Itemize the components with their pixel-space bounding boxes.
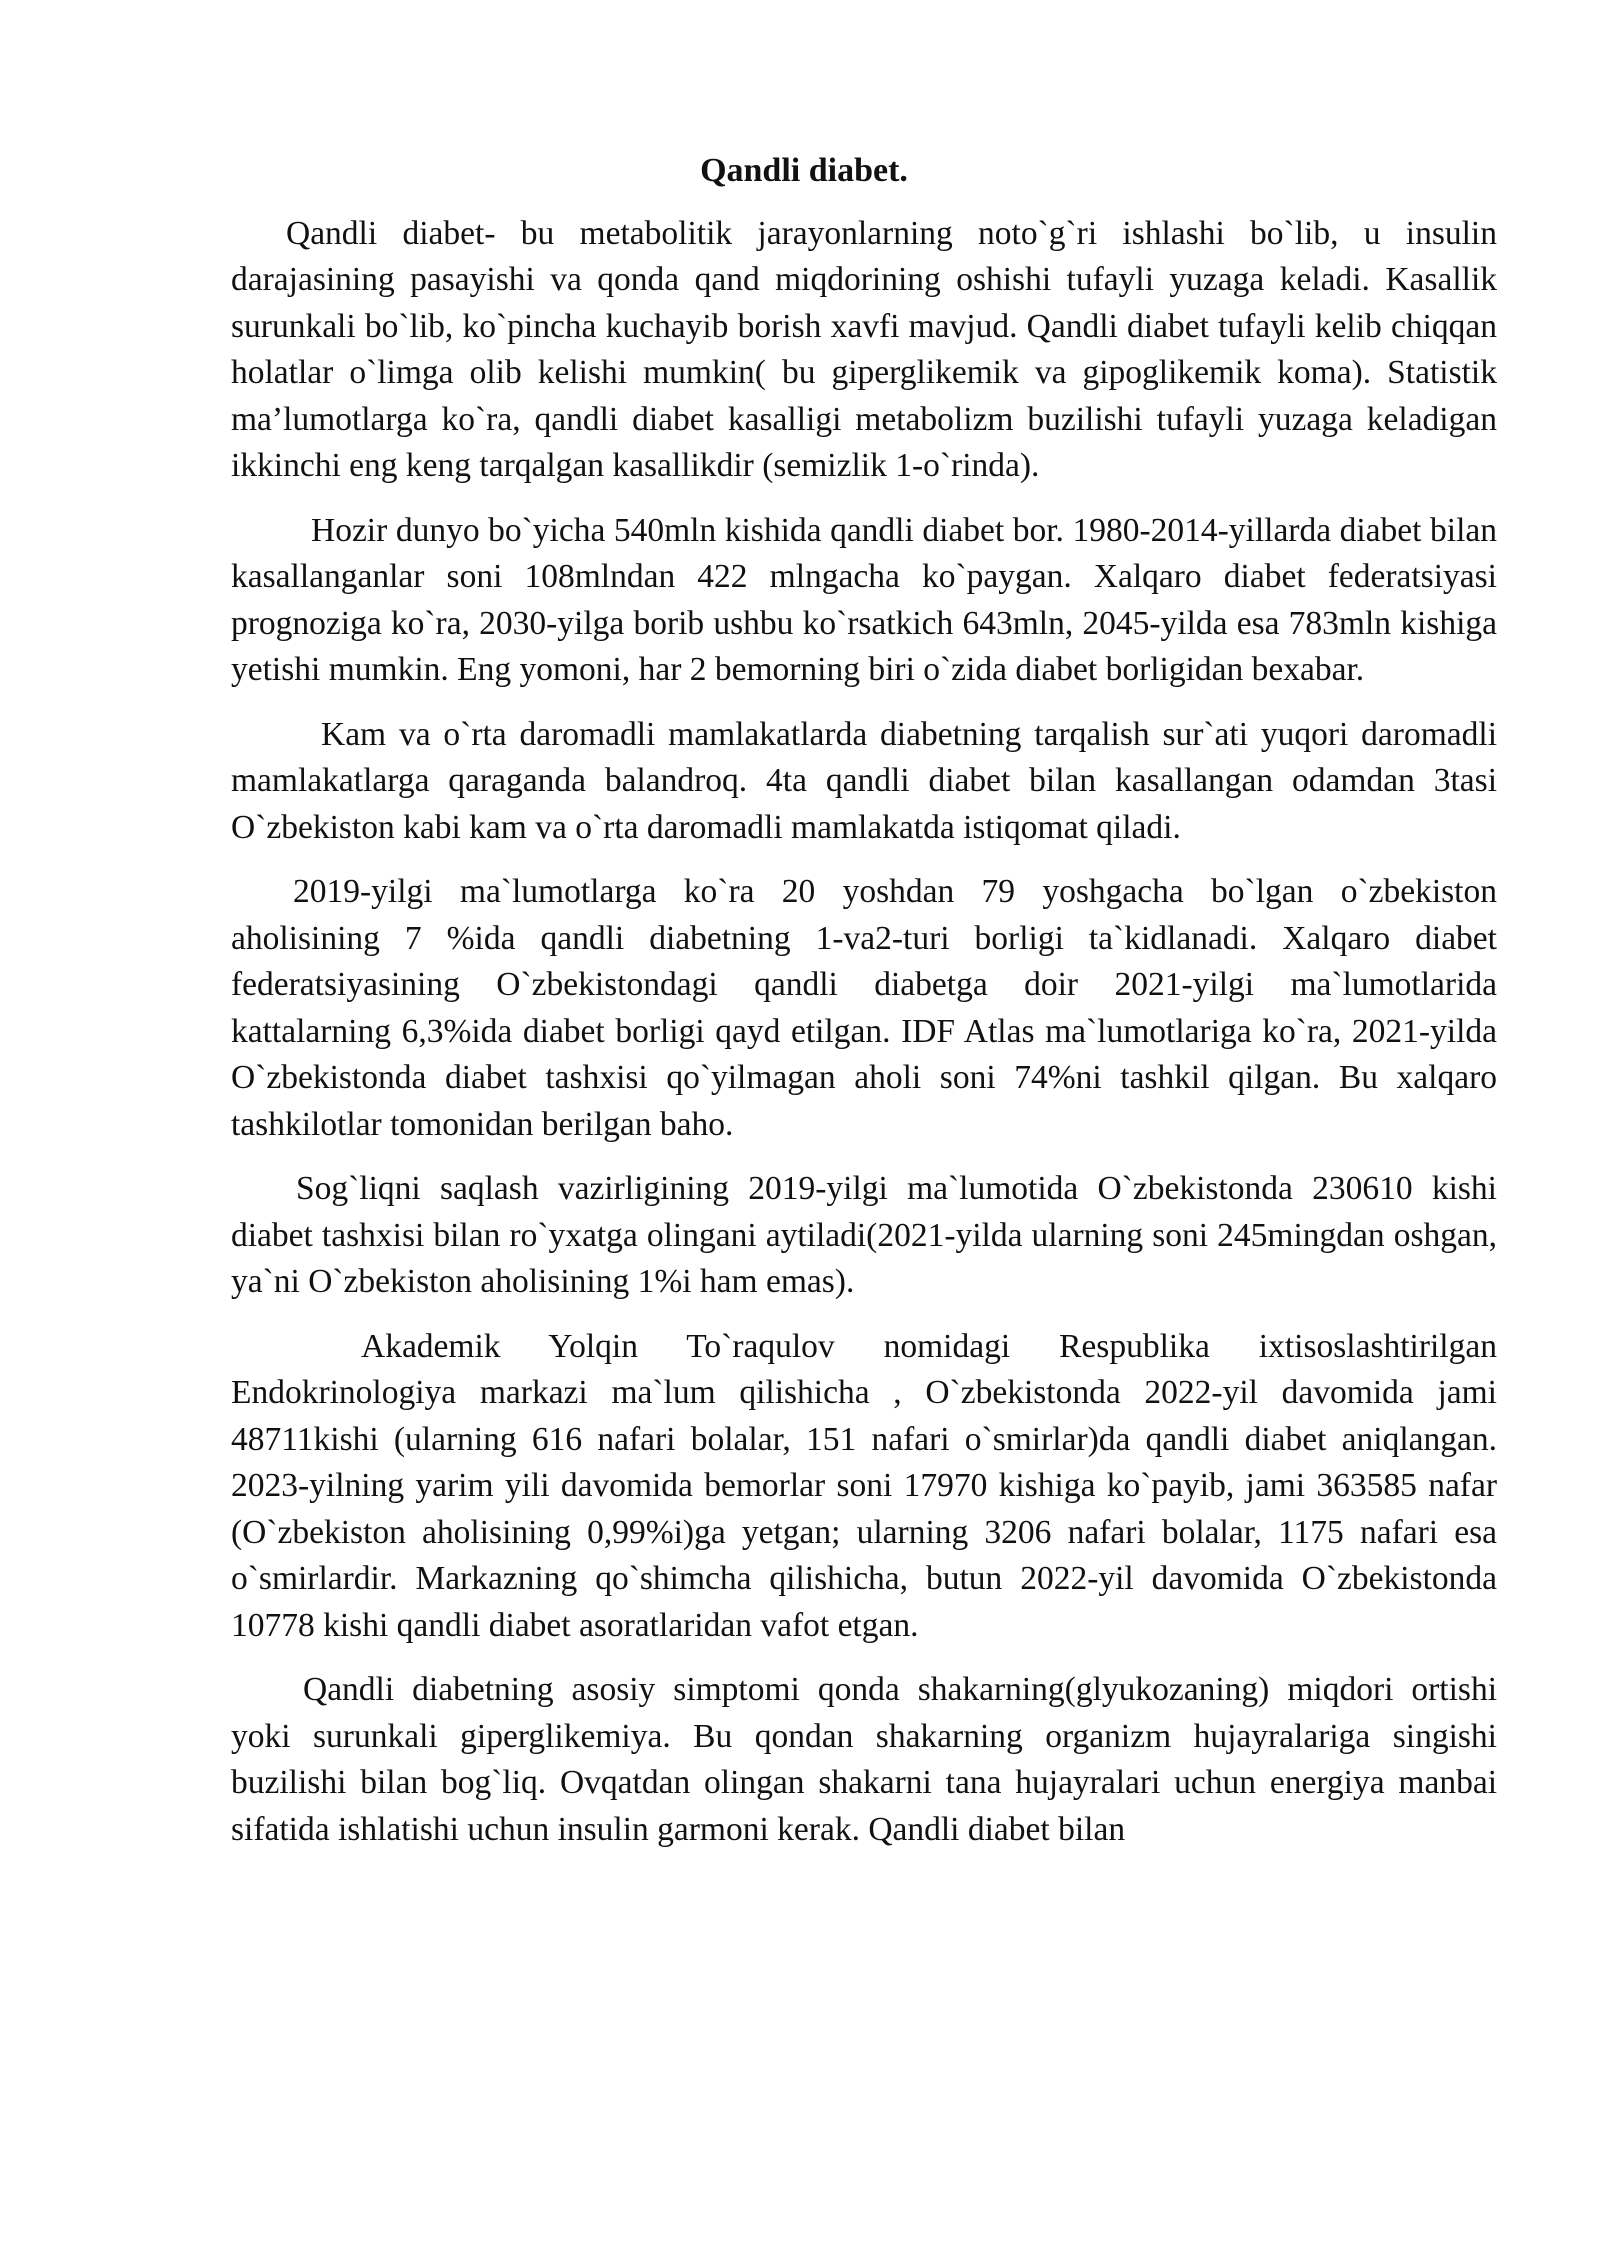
paragraph-symptoms: Qandli diabetning asosiy simptomi qonda shakarning(glyukozaning) miqdori ortishi yoki surunkali giperglikemiya. Bu qondan shakarning organizm hujayralariga singishi buzilishi bilan bog`liq. Ovqatdan olingan shakarni tana hujayralari uchun energiya manbai sifatida ishlatishi uchun insulin garmoni kerak. Qandli diabet bilan bbox=[231, 1671, 1497, 1848]
paragraph-definition: Qandli diabet- bu metabolitik jarayonlarning noto`g`ri ishlashi bo`lib, u insulin darajasining pasayishi va qonda qand miqdorining oshishi tufayli yuzaga keladi. Kasallik surunkali bo`lib, ko`pincha kuchayib borish xavfi mavjud. Qandli diabet tufayli kelib chiqqan holatlar o`limga olib kelishi mumkin( bu giperglikemik va gipoglikemik koma). Statistik ma’lumotlarga ko`ra, qandli diabet kasalligi metabolizm buzilishi tufayli yuzaga keladigan ikkinchi eng keng tarqalgan kasallikdir (semizlik 1-o`rinda). bbox=[231, 214, 1497, 484]
document-body bbox=[231, 148, 1497, 1871]
document-title: Qandli diabet. bbox=[700, 152, 908, 189]
paragraph-world-statistics: Hozir dunyo bo`yicha 540mln kishida qandli diabet bor. 1980-2014-yillarda diabet bilan kasallanganlar soni 108mlndan 422 mlngacha ko`paygan. Xalqaro diabet federatsiyasi prognoziga ko`ra, 2030-yilga borib ushbu ko`rsatkich 643mln, 2045-yilda esa 783mln kishiga yetishi mumkin. Eng yomoni, har 2 bemorning biri o`zida diabet borligidan bexabar. bbox=[231, 511, 1497, 688]
paragraph-income-countries: Kam va o`rta daromadli mamlakatlarda diabetning tarqalish sur`ati yuqori daromadli mamlakatlarga qaraganda balandroq. 4ta qandli diabet bilan kasallangan odamdan 3tasi O`zbekiston kabi kam va o`rta daromadli mamlakatda istiqomat qiladi. bbox=[231, 715, 1497, 846]
paragraph-uzbekistan-2019: 2019-yilgi ma`lumotlarga ko`ra 20 yoshdan 79 yoshgacha bo`lgan o`zbekiston aholisining 7 %ida qandli diabetning 1-va2-turi borligi ta`kidlanadi. Xalqaro diabet federatsiyasining O`zbekistondagi qandli diabetga doir 2021-yilgi ma`lumotlarida kattalarning 6,3%ida diabet borligi qayd etilgan. IDF Atlas ma`lumotlariga ko`ra, 2021-yilda O`zbekistonda diabet tashxisi qo`yilmagan aholi soni 74%ni tashkil qilgan. Bu xalqaro tashkilotlar tomonidan berilgan baho. bbox=[231, 873, 1497, 1143]
paragraph-ministry-data: Sog`liqni saqlash vazirligining 2019-yilgi ma`lumotida O`zbekistonda 230610 kishi diabet tashxisi bilan ro`yxatga olingani aytiladi(2021-yilda ularning soni 245mingdan oshgan, ya`ni O`zbekiston aholisining 1%i ham emas). bbox=[231, 1170, 1497, 1300]
paragraph-endocrinology-center: Akademik Yolqin To`raqulov nomidagi Respublika ixtisoslashtirilgan Endokrinologiya markazi ma`lum qilishicha , O`zbekistonda 2022-yil davomida jami 48711kishi (ularning 616 nafari bolalar, 151 nafari o`smirlar)da qandli diabet aniqlangan. 2023-yilning yarim yili davomida bemorlar soni 17970 kishiga ko`payib, jami 363585 nafar (O`zbekiston aholisining 0,99%i)ga yetgan; ularning 3206 nafari bolalar, 1175 nafari esa o`smirlardir. Markazning qo`shimcha qilishicha, butun 2022-yil davomida O`zbekistonda 10778 kishi qandli diabet asoratlaridan vafot etgan. bbox=[231, 1327, 1497, 1644]
